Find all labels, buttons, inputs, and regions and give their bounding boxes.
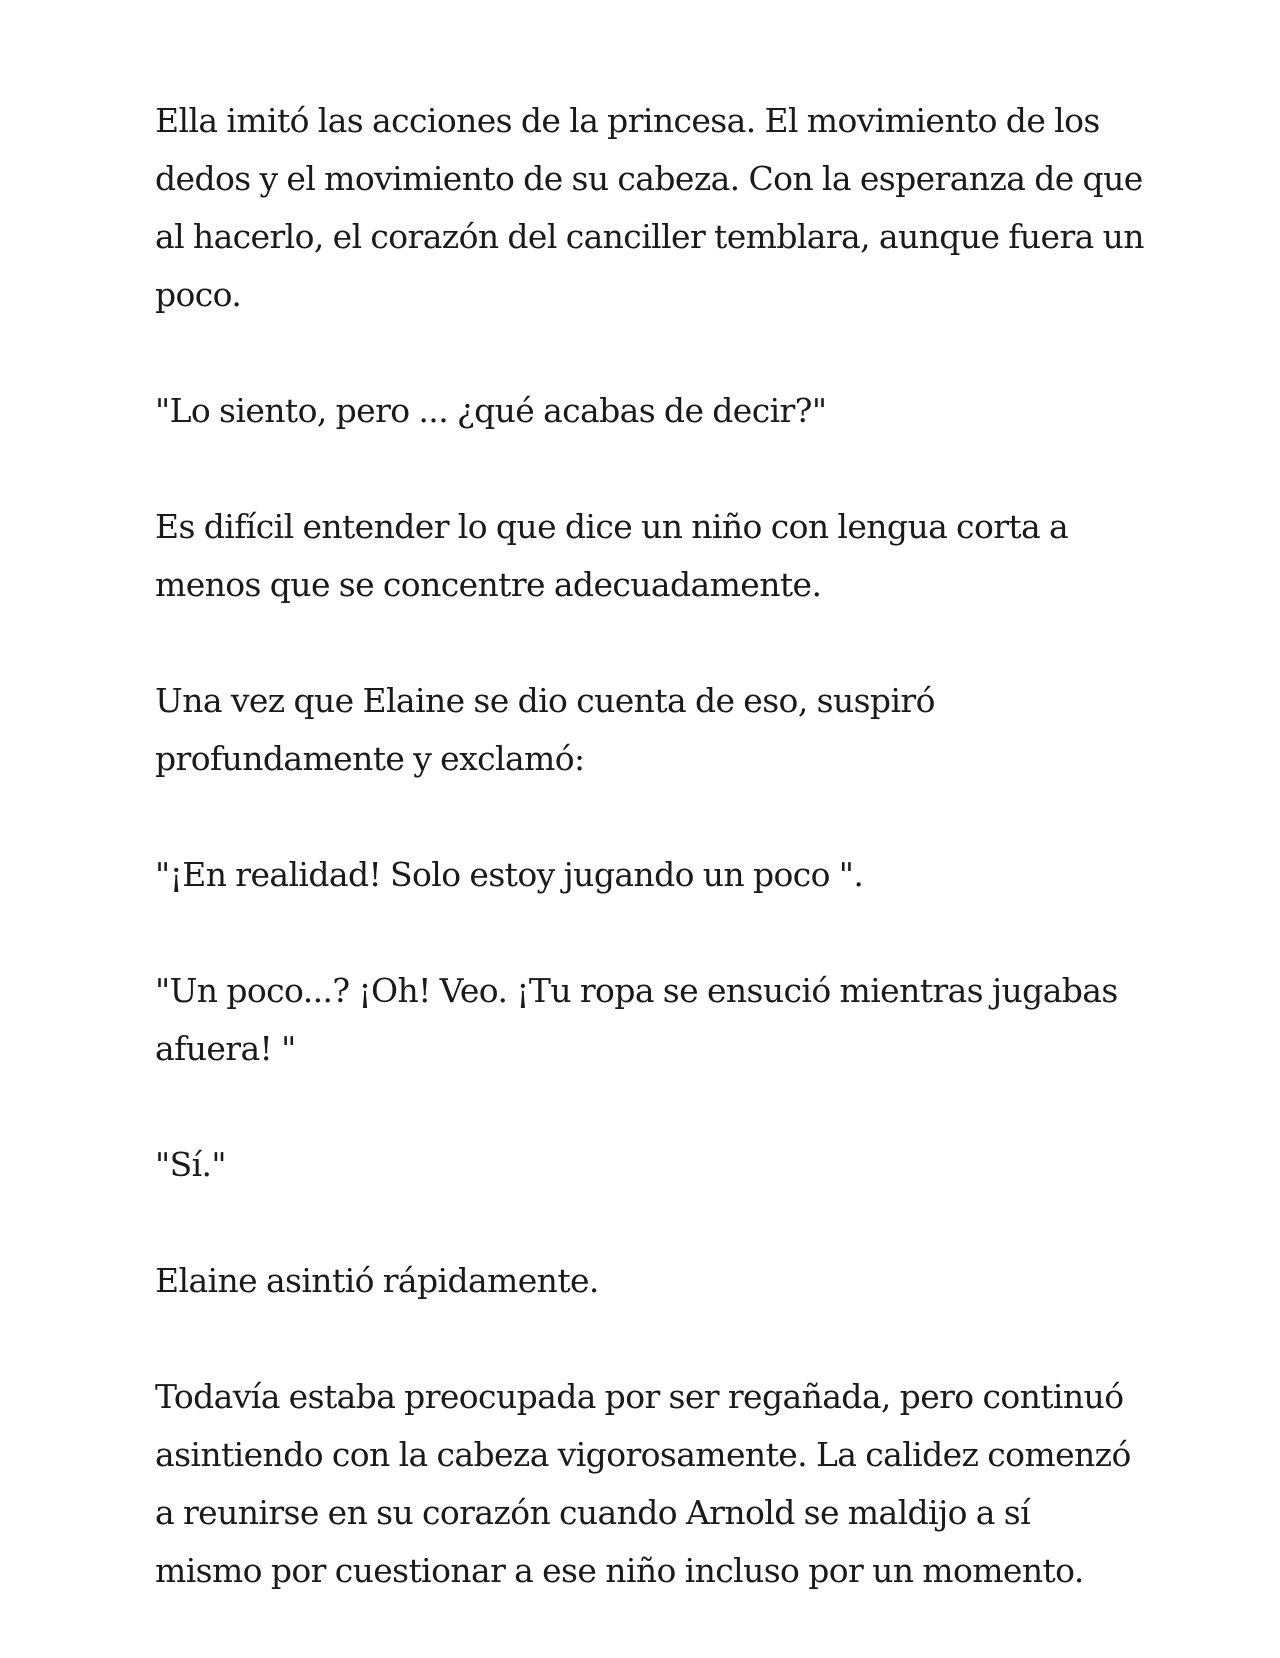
story-text [155,92,1145,1658]
paragraph-dialogue: "Sí." [155,1145,227,1184]
paragraph-narration: Elaine asintió rápidamente. [155,1261,599,1300]
paragraph-dialogue: "¡En realidad! Solo estoy jugando un poco ". [155,855,864,894]
paragraph-dialogue: "Un poco...? ¡Oh! Veo. ¡Tu ropa se ensució mientras jugabas afuera! " [155,971,1118,1068]
paragraph-narration: Una vez que Elaine se dio cuenta de eso, suspiró profundamente y exclamó: [155,681,935,778]
paragraph-narration: Todavía estaba preocupada por ser regañada, pero continuó asintiendo con la cabeza vigorosamente. La calidez comenzó a reunirse en su corazón cuando Arnold se maldijo a sí mismo por cuestionar a ese niño incluso por un momento. [155,1377,1131,1590]
paragraph-narration: Ella imitó las acciones de la princesa. El movimiento de los dedos y el movimiento de su cabeza. Con la esperanza de que al hacerlo, el corazón del canciller temblara, aunque fuera un poco. [155,101,1144,314]
paragraph-dialogue: "Lo siento, pero ... ¿qué acabas de decir?" [155,391,827,430]
paragraph-narration: Es difícil entender lo que dice un niño con lengua corta a menos que se concentre adecuadamente. [155,507,1069,604]
